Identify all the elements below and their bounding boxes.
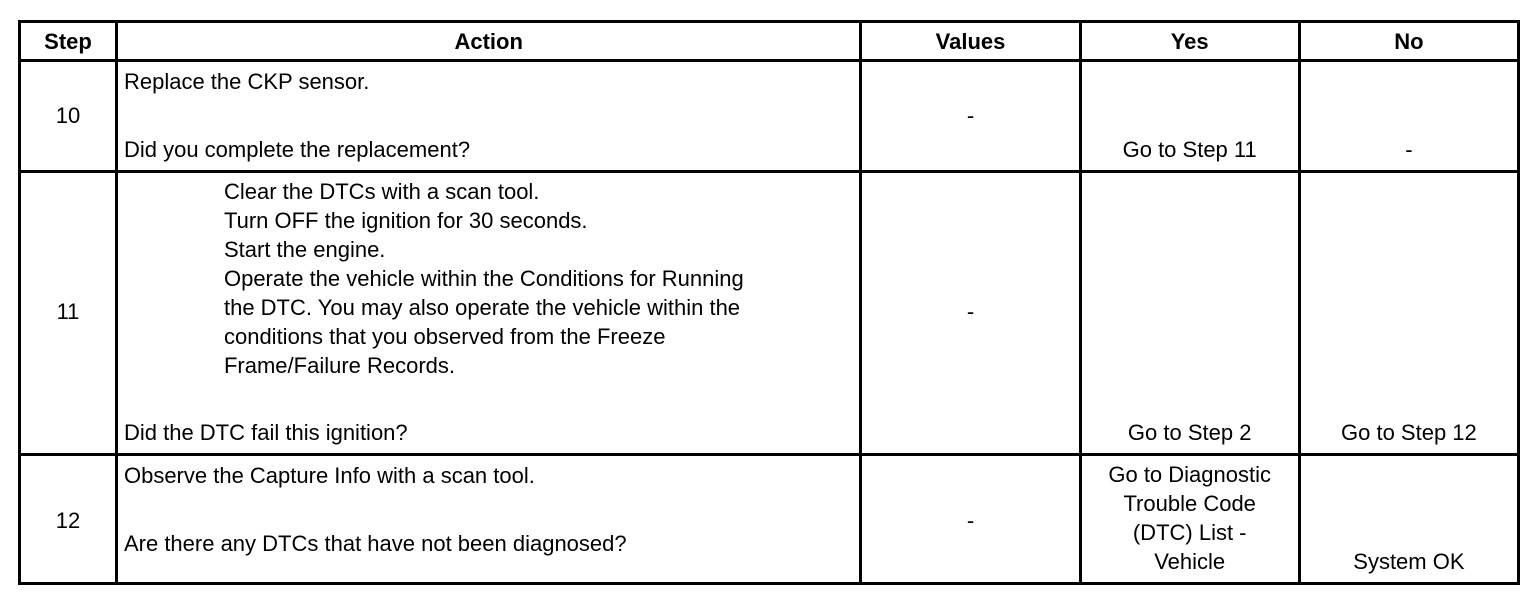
no-cell: [1299, 172, 1518, 455]
table-row: [20, 61, 1519, 172]
no-text: -: [1405, 137, 1413, 162]
values-text: -: [966, 508, 975, 533]
header-values: Values: [861, 22, 1080, 61]
header-step: Step: [20, 22, 117, 61]
substep-item: Clear the DTCs with a scan tool.: [223, 179, 540, 204]
values-cell: [861, 61, 1080, 172]
no-text: Go to Step 12: [1341, 420, 1477, 445]
no-cell: [1299, 61, 1518, 172]
yes-line: Trouble Code: [1123, 491, 1256, 516]
header-row: [20, 22, 1519, 61]
yes-text: Go to Step 11: [1122, 137, 1257, 162]
table-row: [20, 172, 1519, 455]
step-cell: [20, 455, 117, 584]
action-cell: [116, 172, 860, 455]
diagnostic-table: [18, 20, 1520, 585]
action-cell: [116, 455, 860, 584]
yes-text-multiline: [1082, 460, 1298, 576]
step-number: 10: [55, 103, 81, 128]
step-number: 11: [56, 299, 80, 324]
substep-item: Frame/Failure Records.: [223, 353, 456, 378]
values-cell: [861, 455, 1080, 584]
table-row: [20, 455, 1519, 584]
step-cell: [20, 61, 117, 172]
yes-cell: [1080, 172, 1299, 455]
yes-cell: [1080, 61, 1299, 172]
header-no: No: [1299, 22, 1518, 61]
action-intro: Replace the CKP sensor.: [123, 69, 370, 94]
yes-line: (DTC) List -: [1132, 520, 1247, 545]
substep-list: [224, 177, 839, 380]
step-cell: [20, 172, 117, 455]
action-cell: [116, 61, 860, 172]
substep-item: conditions that you observed from the Freeze: [223, 324, 666, 349]
substep-item: Operate the vehicle within the Conditions for Running: [223, 266, 744, 291]
values-text: -: [966, 103, 975, 128]
header-action: Action: [116, 22, 860, 61]
no-cell: [1299, 455, 1518, 584]
no-text: System OK: [1353, 549, 1465, 574]
values-cell: [861, 172, 1080, 455]
substep-item: the DTC. You may also operate the vehicle within the: [223, 295, 741, 320]
values-text: -: [966, 299, 975, 324]
action-intro: Observe the Capture Info with a scan tool.: [123, 463, 535, 488]
step-number: 12: [55, 508, 81, 533]
yes-line: Go to Diagnostic: [1108, 462, 1271, 487]
yes-line: Vehicle: [1154, 549, 1226, 574]
substep-item: Turn OFF the ignition for 30 seconds.: [223, 208, 588, 233]
action-question: Did you complete the replacement?: [123, 137, 471, 162]
substep-item: Start the engine.: [223, 237, 386, 262]
header-yes: Yes: [1080, 22, 1299, 61]
action-question: Are there any DTCs that have not been diagnosed?: [123, 531, 627, 556]
action-question: Did the DTC fail this ignition?: [123, 420, 408, 445]
yes-text: Go to Step 2: [1127, 420, 1252, 445]
yes-cell: [1080, 455, 1299, 584]
